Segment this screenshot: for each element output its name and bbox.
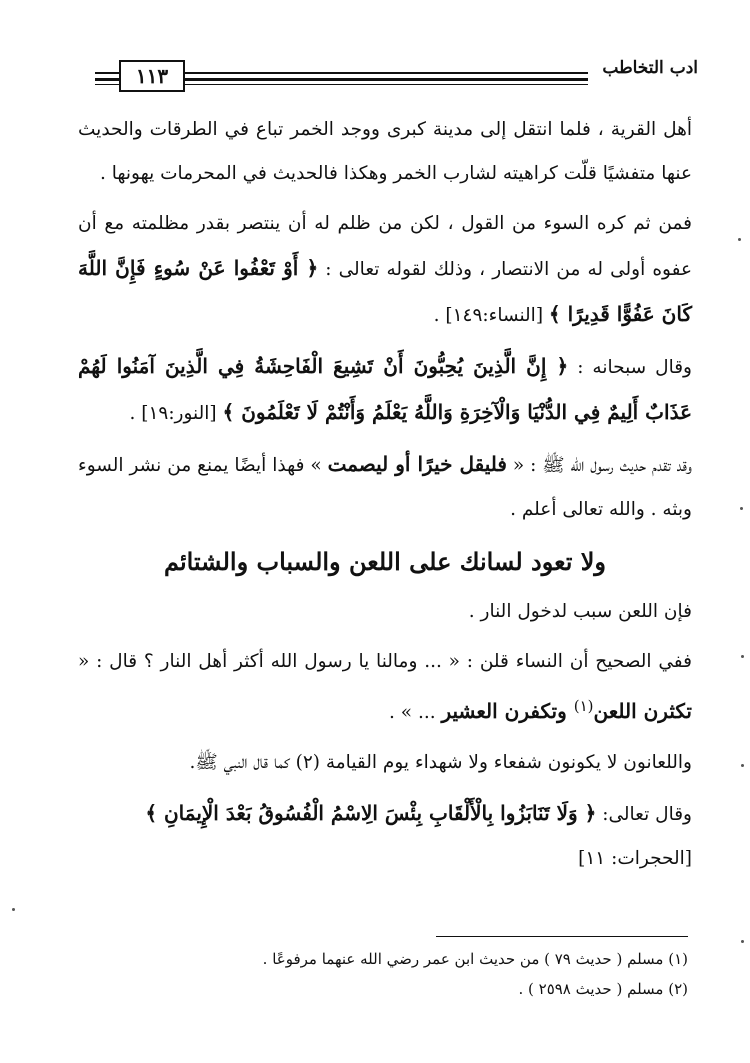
page-header [95,56,698,92]
verse-reference: [النور:١٩] . [129,403,223,424]
paragraph-text: وقال سبحانه : [568,357,692,378]
quran-verse: ﴿ وَلَا تَنَابَزُوا بِالْأَلْقَابِ بِئْسَ الِاسْمُ الْفُسُوقُ بَعْدَ الْإِيمَانِ ﴾ [145,801,597,826]
hadith-quote: فليقل خيرًا أو ليصمت [327,452,507,476]
running-title: ادب التخاطب [602,58,698,78]
footnote: (٢) مسلم ( حديث ٢٥٩٨ ) . [518,980,688,998]
page-body [78,108,692,887]
paragraph [78,344,692,436]
footnotes [78,944,688,1004]
scan-speck [741,940,744,943]
hadith-quote: تكثرن اللعن [593,699,692,724]
paragraph-text: ففي الصحيح أن النساء قلن : « ... ومالنا يا رسول الله أكثر أهل النار ؟ قال : « [78,651,692,672]
paragraph-text: وقد تقدم حديث رسول الله ﷺ : « [506,455,692,476]
section-heading: ولا تعود لسانك على اللعن والسباب والشتائم [163,547,607,576]
paragraph [78,640,692,735]
scan-speck [741,655,744,658]
hadith-quote: وتكفرن العشير [441,699,574,724]
paragraph-text: فمن ثم كره السوء من القول ، لكن من ظلم له أن ينتصر بقدر مظلمته مع أن عفوه أولى له من الانتصار ، وذلك لقوله تعالى : [78,213,692,280]
scan-speck [741,764,744,767]
quran-verse: ﴿ أَوْ تَعْفُوا عَنْ سُوءٍ فَإِنَّ اللَّهَ كَانَ عَفُوًّا قَدِيرًا ﴾ [78,256,692,326]
paragraph-text: » فهذا أيضًا يمنع من نشر السوء وبثه . والله تعالى أعلم . [78,455,692,520]
scan-speck [740,507,743,510]
paragraph [78,202,692,338]
paragraph [78,442,692,532]
verse-reference: [الحجرات: ١١] [578,848,692,870]
paragraph-text: وقال تعالى: [596,804,692,826]
paragraph [78,791,692,881]
page-number: ١١٣ [119,60,185,92]
paragraph: فإن اللعن سبب لدخول النار . [468,601,692,622]
footnote-marker: (١) [573,697,594,715]
paragraph: واللعانون لا يكونون شفعاء ولا شهداء يوم القيامة (٢) كما قال النبي ﷺ. [189,752,692,774]
verse-reference: [النساء:١٤٩] . [433,305,549,326]
quran-verse: ﴿ إِنَّ الَّذِينَ يُحِبُّونَ أَنْ تَشِيعَ الْفَاحِشَةُ فِي الَّذِينَ آمَنُوا لَهُمْ عَذَابٌ أَلِيمٌ فِي الدُّنْيَا وَالْآخِرَةِ وَاللَّهُ يَعْلَمُ وَأَنْتُمْ لَا تَعْلَمُونَ ﴾ [78,354,692,424]
scan-speck [738,238,741,241]
footnote: (١) مسلم ( حديث ٧٩ ) من حديث ابن عمر رضي الله عنهما مرفوعًا . [262,950,688,968]
paragraph: أهل القرية ، فلما انتقل إلى مدينة كبرى ووجد الخمر تباع في الطرقات والحديث عنها متفشيًا قلّت كراهيته لشارب الخمر وهكذا فالحديث في المحرمات يهونها . [78,119,692,184]
footnote-divider [436,936,688,937]
paragraph-text: ... » . [389,702,442,724]
scan-speck [12,908,15,911]
